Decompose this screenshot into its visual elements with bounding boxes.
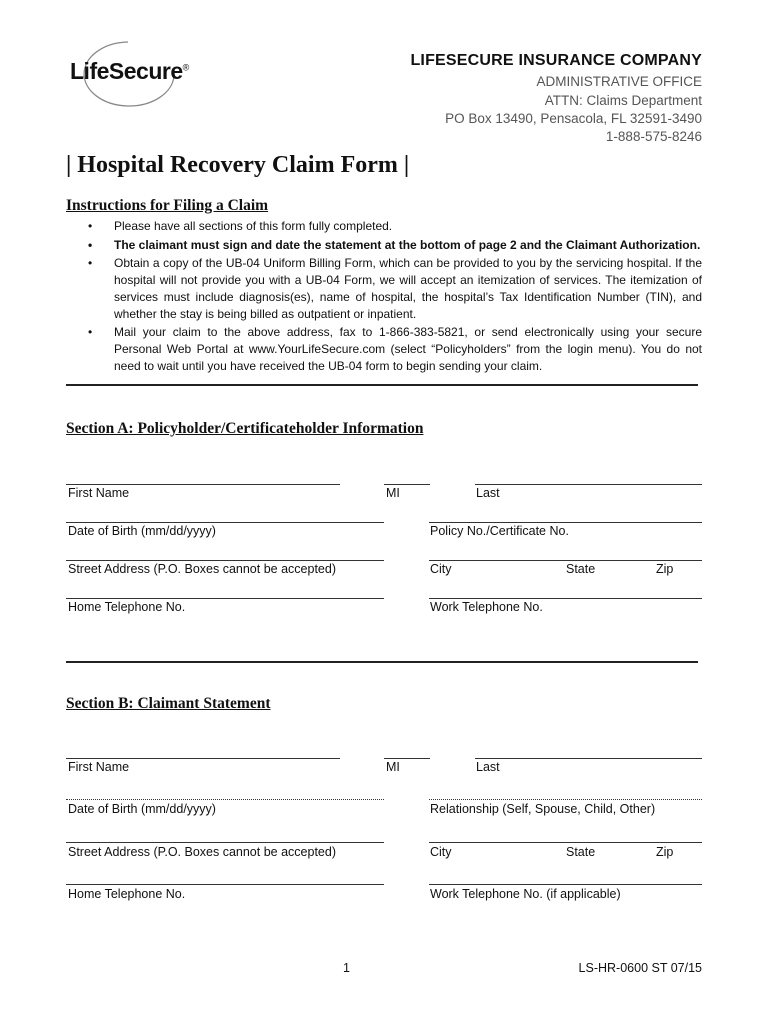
b-zip-label: Zip <box>656 845 674 859</box>
a-mi-label: MI <box>386 486 400 500</box>
lifesecure-logo <box>66 38 196 108</box>
instructions-title: Instructions for Filing a Claim <box>66 197 269 214</box>
b-home-phone-field[interactable] <box>66 884 384 885</box>
b-street-field[interactable] <box>66 842 384 843</box>
office-line-4: 1-888-575-8246 <box>605 129 702 144</box>
b-city-state-zip-field[interactable] <box>429 842 702 843</box>
a-home-phone-field[interactable] <box>66 598 384 599</box>
b-mi-field[interactable] <box>384 758 430 759</box>
a-policy-no-field[interactable] <box>429 522 702 523</box>
instruction-item: • Obtain a copy of the UB-04 Uniform Billing Form, which can be provided to you by the servicing hospital. If the hospital will not provide you with a UB-04 Form, we will accept an itemization of services. The itemization of services must include diagnosis(es), name of hospital, the hospital’s Tax Identification Number (TIN), and whether the stay is being billed as outpatient or inpatient. <box>88 256 702 321</box>
a-mi-field[interactable] <box>384 484 430 485</box>
a-last-name-label: Last <box>476 486 500 500</box>
b-dob-label: Date of Birth (mm/dd/yyyy) <box>68 802 216 816</box>
form-code: LS-HR-0600 ST 07/15 <box>578 961 702 975</box>
section-divider <box>66 661 698 663</box>
b-dob-field[interactable] <box>66 799 384 800</box>
b-work-phone-label: Work Telephone No. (if applicable) <box>430 887 621 901</box>
a-home-phone-label: Home Telephone No. <box>68 600 186 614</box>
b-first-name-field[interactable] <box>66 758 340 759</box>
b-home-phone-label: Home Telephone No. <box>68 887 186 901</box>
a-work-phone-label: Work Telephone No. <box>430 600 543 614</box>
instructions-list <box>88 218 702 376</box>
section-divider <box>66 384 698 386</box>
b-street-label: Street Address (P.O. Boxes cannot be accepted) <box>68 845 336 859</box>
a-street-label: Street Address (P.O. Boxes cannot be accepted) <box>68 562 336 576</box>
office-line-1: ADMINISTRATIVE OFFICE <box>536 74 702 89</box>
company-name: LIFESECURE INSURANCE COMPANY <box>410 52 702 69</box>
instruction-item: • Please have all sections of this form fully completed. <box>88 219 393 233</box>
instruction-item: • Mail your claim to the above address, fax to 1-866-383-5821, or send electronically using your secure Personal Web Portal at www.YourLifeSecure.com (select “Policyholders” from the login menu). You do not need to wait until you have received the UB-04 form to begin sending your claim. <box>88 325 702 373</box>
a-state-label: State <box>566 562 596 576</box>
a-dob-field[interactable] <box>66 522 384 523</box>
section-a-title: Section A: Policyholder/Certificateholder Information <box>66 420 424 437</box>
a-first-name-field[interactable] <box>66 484 340 485</box>
b-relationship-field[interactable] <box>429 799 702 800</box>
b-relationship-label: Relationship (Self, Spouse, Child, Other) <box>430 802 656 816</box>
b-first-name-label: First Name <box>68 760 130 774</box>
office-line-3: PO Box 13490, Pensacola, FL 32591-3490 <box>445 111 702 126</box>
b-city-label: City <box>430 845 452 859</box>
a-last-name-field[interactable] <box>475 484 702 485</box>
a-first-name-label: First Name <box>68 486 130 500</box>
instruction-item: • The claimant must sign and date the statement at the bottom of page 2 and the Claimant Authorization. <box>88 237 701 252</box>
a-zip-label: Zip <box>656 562 674 576</box>
section-b-title: Section B: Claimant Statement <box>66 695 271 712</box>
office-line-2: ATTN: Claims Department <box>544 93 702 108</box>
b-state-label: State <box>566 845 596 859</box>
b-mi-label: MI <box>386 760 400 774</box>
b-work-phone-field[interactable] <box>429 884 702 885</box>
b-last-name-field[interactable] <box>475 758 702 759</box>
a-work-phone-field[interactable] <box>429 598 702 599</box>
a-city-label: City <box>430 562 452 576</box>
b-last-name-label: Last <box>476 760 500 774</box>
logo-wordmark: LifeSecure® <box>70 58 189 84</box>
a-dob-label: Date of Birth (mm/dd/yyyy) <box>68 524 216 538</box>
a-street-field[interactable] <box>66 560 384 561</box>
a-policy-no-label: Policy No./Certificate No. <box>430 524 569 538</box>
a-city-state-zip-field[interactable] <box>429 560 702 561</box>
form-title: | Hospital Recovery Claim Form | <box>66 152 410 178</box>
page-number: 1 <box>343 961 350 975</box>
